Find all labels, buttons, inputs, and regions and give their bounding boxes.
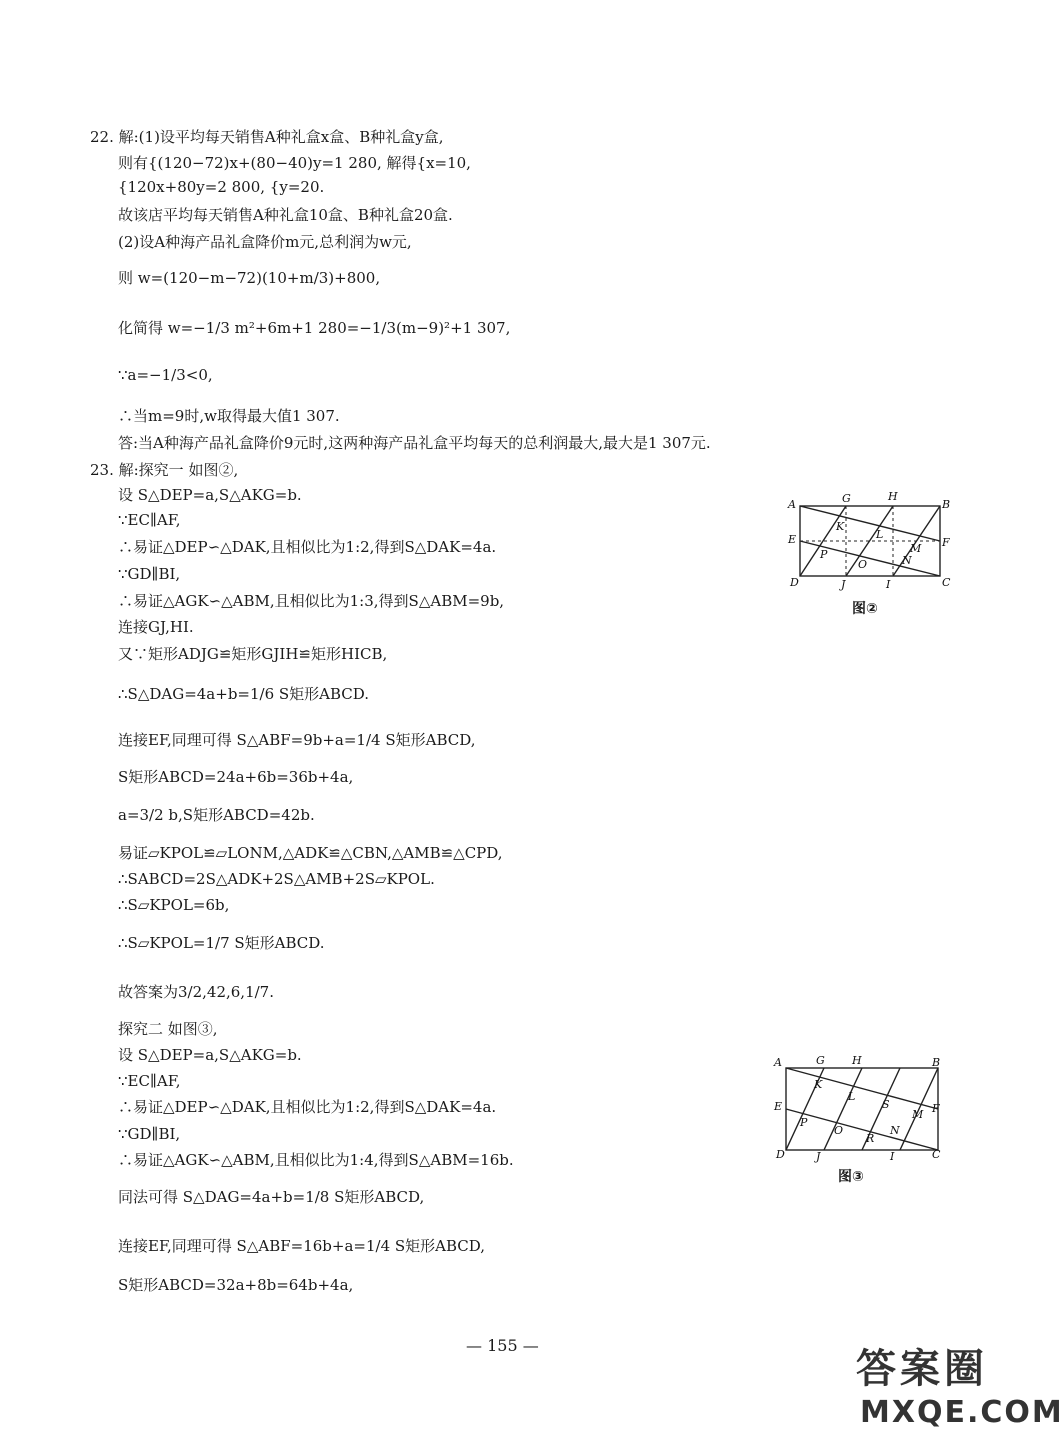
watermark-domain: MXQE.COM bbox=[860, 1395, 1064, 1430]
fig3-label-R: R bbox=[866, 1132, 875, 1145]
fig2-label-P: P bbox=[820, 548, 828, 561]
q23-line-12: a=3/2 b,S矩形ABCD=42b. bbox=[118, 806, 315, 824]
q23-line-2: 设 S△DEP=a,S△AKG=b. bbox=[118, 486, 302, 504]
q22-line-3: {120x+80y=2 800, {y=20. bbox=[118, 178, 325, 196]
fig3-label-A: A bbox=[774, 1056, 782, 1069]
q23-line-8: 又∵矩形ADJG≌矩形GJIH≌矩形HICB, bbox=[118, 645, 388, 663]
q23-line-18: 探究二 如图③, bbox=[118, 1020, 218, 1038]
q22-line-2: 则有{(120−72)x+(80−40)y=1 280, 解得{x=10, bbox=[118, 154, 471, 172]
fig2-label-K: K bbox=[836, 520, 845, 533]
q23-line-1: 23. 解:探究一 如图②, bbox=[90, 461, 239, 479]
q23-line-10: 连接EF,同理可得 S△ABF=9b+a=1/4 S矩形ABCD, bbox=[118, 731, 476, 749]
fig3-label-L: L bbox=[848, 1090, 856, 1103]
fig3-label-K: K bbox=[814, 1078, 823, 1091]
fig3-label-H: H bbox=[852, 1054, 862, 1067]
fig2-label-F: F bbox=[942, 536, 950, 549]
q23-line-13: 易证▱KPOL≌▱LONM,△ADK≌△CBN,△AMB≌△CPD, bbox=[118, 844, 503, 862]
q23-line-21: ∴易证△DEP∽△DAK,且相似比为1:2,得到S△DAK=4a. bbox=[118, 1098, 497, 1116]
q23-line-26: S矩形ABCD=32a+8b=64b+4a, bbox=[118, 1276, 354, 1294]
fig2-label-O: O bbox=[858, 558, 868, 571]
q23-line-5: ∵GD∥BI, bbox=[118, 565, 181, 583]
q22-line-6: 则 w=(120−m−72)(10+m/3)+800, bbox=[118, 269, 381, 287]
q22-line-5: (2)设A种海产品礼盒降价m元,总利润为w元, bbox=[118, 233, 412, 251]
fig3-label-S: S bbox=[882, 1098, 890, 1111]
q22-line-10: 答:当A种海产品礼盒降价9元时,这两种海产品礼盒平均每天的总利润最大,最大是1 307元. bbox=[118, 434, 711, 452]
q23-line-19: 设 S△DEP=a,S△AKG=b. bbox=[118, 1046, 302, 1064]
fig2-label-L: L bbox=[876, 528, 884, 541]
q23-line-3: ∵EC∥AF, bbox=[118, 511, 181, 529]
fig3-label-J: J bbox=[816, 1150, 821, 1163]
q22-line-8: ∵a=−1/3<0, bbox=[118, 366, 213, 384]
q23-line-22: ∵GD∥BI, bbox=[118, 1125, 181, 1143]
fig2-label-I: I bbox=[886, 578, 891, 591]
q23-line-17: 故答案为3/2,42,6,1/7. bbox=[118, 983, 274, 1001]
q23-line-16: ∴S▱KPOL=1/7 S矩形ABCD. bbox=[118, 934, 325, 952]
fig3-label-F: F bbox=[932, 1102, 940, 1115]
fig2-label-G: G bbox=[842, 492, 851, 505]
fig3-label-D: D bbox=[776, 1148, 785, 1161]
site-watermark bbox=[846, 1337, 1064, 1447]
fig3-label-G: G bbox=[816, 1054, 825, 1067]
figure-2-caption: 图② bbox=[852, 601, 878, 617]
fig2-label-H: H bbox=[888, 490, 898, 503]
fig2-label-N: N bbox=[902, 554, 912, 567]
q23-line-24: 同法可得 S△DAG=4a+b=1/8 S矩形ABCD, bbox=[118, 1188, 425, 1206]
fig2-label-E: E bbox=[788, 533, 797, 546]
fig3-label-B: B bbox=[932, 1056, 941, 1069]
q23-line-23: ∴易证△AGK∽△ABM,且相似比为1:4,得到S△ABM=16b. bbox=[118, 1151, 514, 1169]
watermark-title: 答案圈 bbox=[856, 1346, 988, 1392]
q23-line-11: S矩形ABCD=24a+6b=36b+4a, bbox=[118, 768, 354, 786]
fig2-label-A: A bbox=[788, 498, 796, 511]
fig3-label-O: O bbox=[834, 1124, 844, 1137]
q23-line-25: 连接EF,同理可得 S△ABF=16b+a=1/4 S矩形ABCD, bbox=[118, 1237, 486, 1255]
figure-2-diagram bbox=[786, 488, 954, 598]
page-number: — 155 — bbox=[466, 1336, 539, 1355]
fig3-label-P: P bbox=[800, 1116, 808, 1129]
q22-line-4: 故该店平均每天销售A种礼盒10盒、B种礼盒20盒. bbox=[118, 206, 453, 224]
figure-3-diagram bbox=[772, 1050, 952, 1162]
q22-line-1: 22. 解:(1)设平均每天销售A种礼盒x盒、B种礼盒y盒, bbox=[90, 128, 444, 146]
fig3-label-E: E bbox=[774, 1100, 783, 1113]
fig3-label-N: N bbox=[890, 1124, 900, 1137]
figure-3-caption: 图③ bbox=[838, 1169, 864, 1185]
q23-line-9: ∴S△DAG=4a+b=1/6 S矩形ABCD. bbox=[118, 685, 370, 703]
fig3-label-C: C bbox=[932, 1148, 941, 1161]
q22-line-9: ∴当m=9时,w取得最大值1 307. bbox=[118, 407, 340, 425]
q23-line-7: 连接GJ,HI. bbox=[118, 618, 194, 636]
q23-line-14: ∴SABCD=2S△ADK+2S△AMB+2S▱KPOL. bbox=[118, 870, 435, 888]
fig3-label-I: I bbox=[890, 1150, 895, 1163]
fig2-label-J: J bbox=[841, 578, 846, 591]
fig3-label-M: M bbox=[912, 1108, 924, 1121]
fig2-label-B: B bbox=[942, 498, 951, 511]
fig2-label-M: M bbox=[910, 542, 922, 555]
q23-line-15: ∴S▱KPOL=6b, bbox=[118, 896, 230, 914]
q23-line-4: ∴易证△DEP∽△DAK,且相似比为1:2,得到S△DAK=4a. bbox=[118, 538, 497, 556]
q23-line-20: ∵EC∥AF, bbox=[118, 1072, 181, 1090]
q22-line-7: 化简得 w=−1/3 m²+6m+1 280=−1/3(m−9)²+1 307, bbox=[118, 319, 511, 337]
q23-line-6: ∴易证△AGK∽△ABM,且相似比为1:3,得到S△ABM=9b, bbox=[118, 592, 505, 610]
fig2-label-C: C bbox=[942, 576, 951, 589]
fig2-label-D: D bbox=[790, 576, 799, 589]
